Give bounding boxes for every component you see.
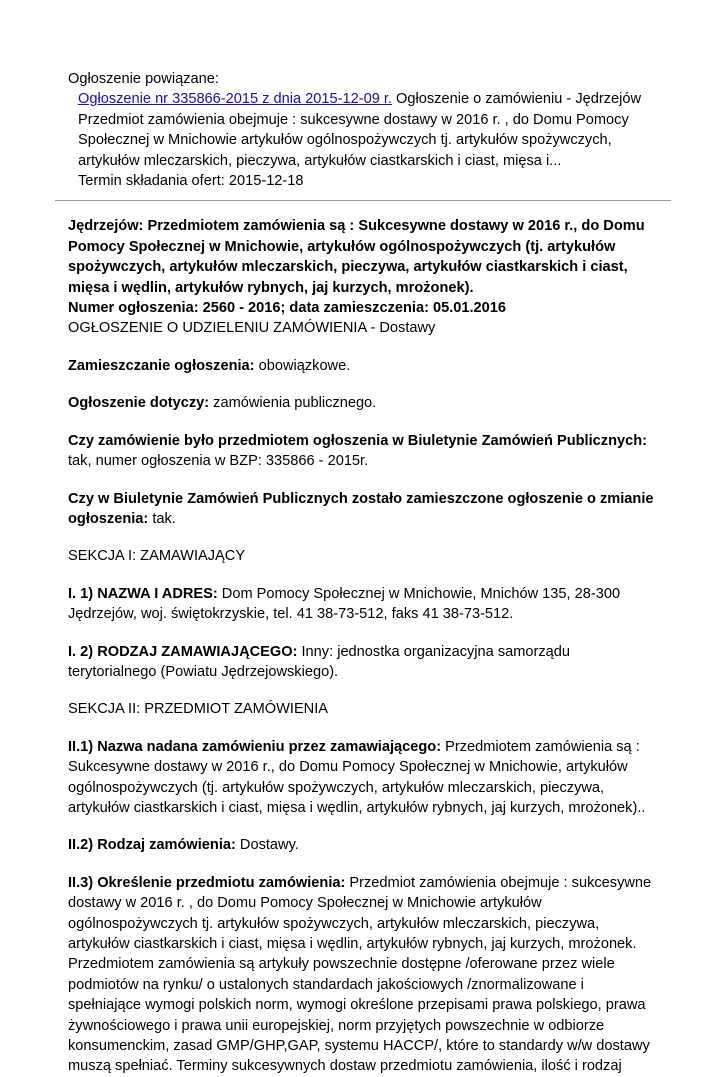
related-notice-link[interactable]: Ogłoszenie nr 335866-2015 z dnia 2015-12-09 r. (78, 91, 392, 108)
related-notice-line-1: Ogłoszenie nr 335866-2015 z dnia 2015-12-09 r. Ogłoszenie o zamówieniu - Jędrzejów (78, 91, 642, 108)
concerns-row: Ogłoszenie dotyczy: zamówienia publicznego. (68, 395, 377, 412)
contract-subject-row: II.3) Określenie przedmiotu zamówienia: Przedmiot zamówienia obejmuje : sukcesywne dostawy w 2016 r. , do Domu Pomocy Społecznej w Mnichowie artykułów ogólnospożywczych tj. artykułów spożywczych, artykułów mleczarskich, pieczywa, artykułów ciastkarskich i ciast, mięsa i wędlin, artykułów rybnych, jaj kurzych, mrożonek. Przedmiotem zamówienia są artykuły powszechnie dostępne /oferowane przez wiele podmiotów na rynku/ o ustalonych standardach jakościowych /znormalizowane i spełniające wymogi polskich norm, wymogi określone przepisami prawa polskiego, prawa żywnościowego i prawa unii europejskiej, norm przyjętych powszechnie w odbiorze konsumenckim, zasad GMP/GHP,GAP, systemu HACCP/, które to standardy w/w dostawy muszą spełniać. Terminy sukcesywnych dostaw przedmiotu zamówienia, ilość i rodzaj (68, 874, 652, 1075)
name-address-row: I. 1) NAZWA I ADRES: Dom Pomocy Społecznej w Mnichowie, Mnichów 135, 28-300 Jędrzejów, woj. świętokrzyskie, tel. 41 38-73-512, faks 41 38-73-512. (68, 585, 621, 623)
notice-number: Numer ogłoszenia: 2560 - 2016; data zamieszczenia: 05.01.2016 (68, 300, 507, 317)
related-notice-line-2: Przedmiot zamówienia obejmuje : sukcesywne dostawy w 2016 r. , do Domu Pomocy (78, 111, 629, 128)
related-notice-line-3: Społecznej w Mnichowie artykułów ogólnospożywczych tj. artykułów spożywczych, (78, 132, 612, 149)
notice-title: Jędrzejów: Przedmiotem zamówienia są : Sukcesywne dostawy w 2016 r., do Domu Pomocy Społecznej w Mnichowie, artykułów ogólnospożywczych (tj. artykułów spożywczych, artykułów mleczarskich, pieczywa, artykułów ciastkarskich i ciast, mięsa i wędlin, artykułów rybnych, jaj kurzych, mrożonek). Numer ogłoszenia: 2560 - 2016; data zamieszczenia: 05.01.2016 (68, 216, 658, 318)
related-notice-deadline: Termin składania ofert: 2015-12-18 (78, 173, 304, 190)
related-notice-label: Ogłoszenie powiązane: (68, 71, 219, 87)
notice-type: OGŁOSZENIE O UDZIELENIU ZAMÓWIENIA - Dostawy (68, 320, 436, 337)
divider (55, 200, 671, 201)
section-1-heading: SEKCJA I: ZAMAWIAJĄCY (68, 548, 246, 565)
related-notice-line-4: artykułów mleczarskich, pieczywa, artykułów ciastkarskich i ciast, mięsa i... (78, 152, 562, 169)
document-page (68, 69, 658, 1077)
section-2-heading: SEKCJA II: PRZEDMIOT ZAMÓWIENIA (68, 701, 329, 718)
buyer-type-row: I. 2) RODZAJ ZAMAWIAJĄCEGO: Inny: jednostka organizacyjna samorządu terytorialnego (Powiatu Jędrzejowskiego). (68, 643, 571, 680)
change-notice-row: Czy w Biuletynie Zamówień Publicznych zostało zamieszczone ogłoszenie o zmianie ogłoszenia: tak. (68, 490, 654, 527)
posting-row: Zamieszczanie ogłoszenia: obowiązkowe. (68, 357, 351, 374)
related-notice-block (78, 89, 658, 191)
contract-type-row: II.2) Rodzaj zamówienia: Dostawy. (68, 837, 299, 854)
bzp-row: Czy zamówienie było przedmiotem ogłoszenia w Biuletynie Zamówień Publicznych: tak, numer ogłoszenia w BZP: 335866 - 2015r. (68, 432, 647, 470)
contract-name-row: II.1) Nazwa nadana zamówieniu przez zamawiającego: Przedmiotem zamówienia są : Sukcesywne dostawy w 2016 r., do Domu Pomocy Społecznej w Mnichowie, artykułów ogólnospożywczych (tj. artykułów spożywczych, artykułów mleczarskich, pieczywa, artykułów ciastkarskich i ciast, mięsa i wędlin, artykułów rybnych, jaj kurzych, mrożonek).. (68, 738, 646, 816)
